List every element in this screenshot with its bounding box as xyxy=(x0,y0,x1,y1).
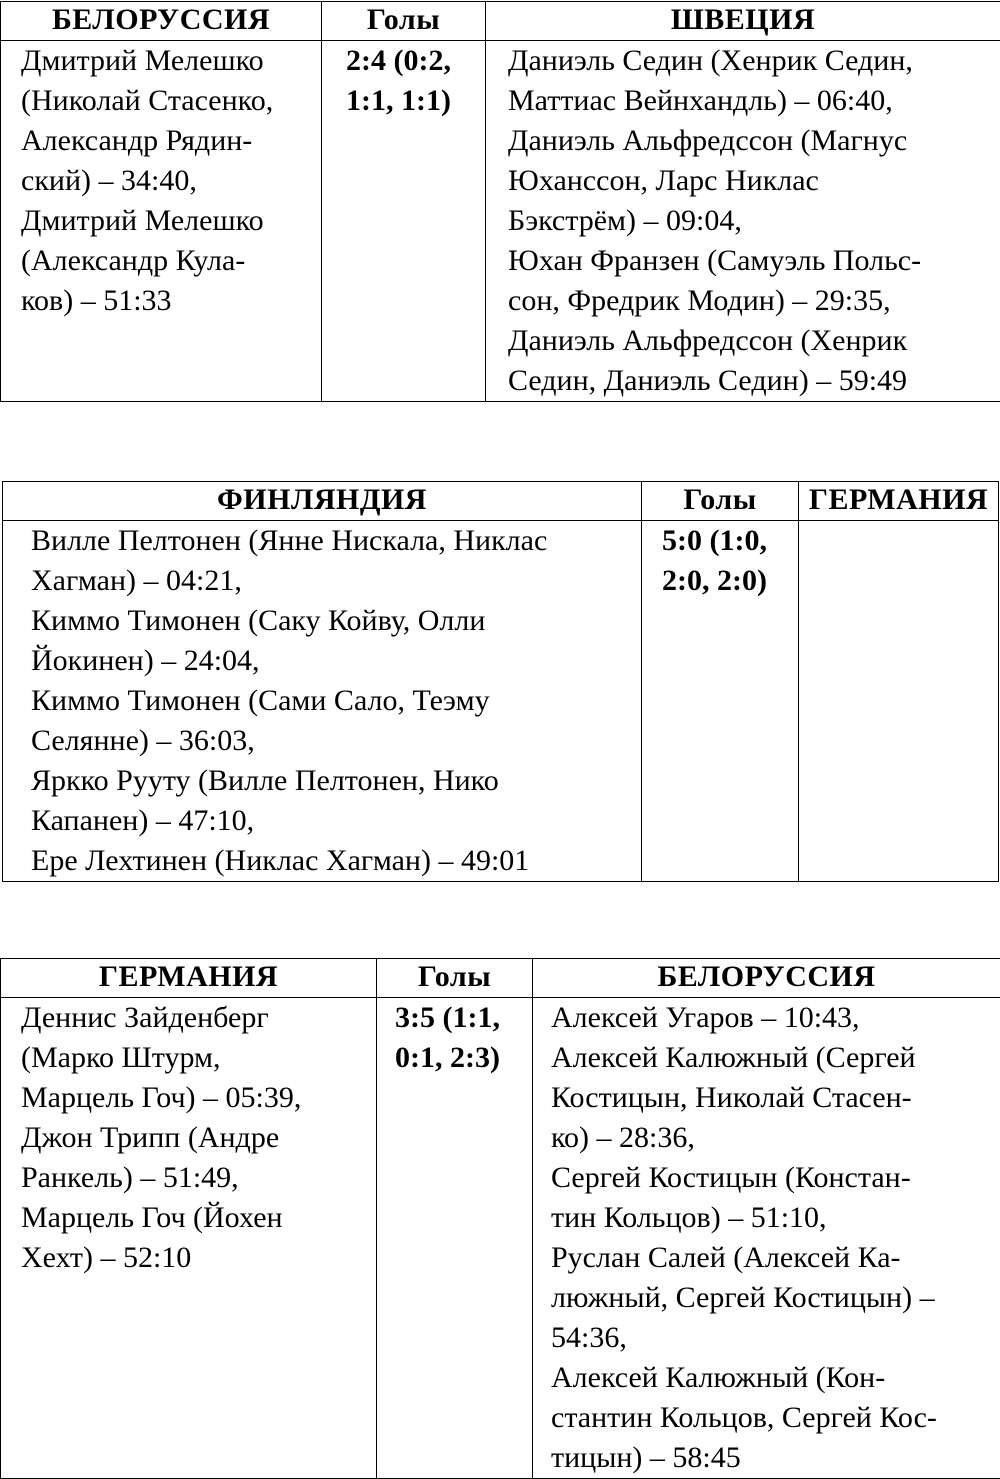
score-line: 3:5 (1:1, xyxy=(395,998,532,1038)
scorer-line: тин Кольцов) – 51:10, xyxy=(551,1198,1000,1238)
scorer-line: Киммо Тимонен (Саку Койву, Олли xyxy=(31,601,641,641)
away-team-header: ШВЕЦИЯ xyxy=(486,2,1000,41)
scorer-line: Хагман) – 04:21, xyxy=(31,561,641,601)
scorer-line: Даниэль Альфредссон (Магнус xyxy=(508,121,1000,161)
scorer-line: Руслан Салей (Алексей Ка- xyxy=(551,1238,1000,1278)
scorer-line: Сергей Костицын (Констан- xyxy=(551,1158,1000,1198)
scorer-line: (Николай Стасенко, xyxy=(21,81,321,121)
scorer-line: (Марко Штурм, xyxy=(21,1038,376,1078)
score-cell xyxy=(377,998,533,1479)
scorer-line: Даниэль Альфредссон (Хенрик xyxy=(508,321,1000,361)
away-scorers-cell xyxy=(533,998,1000,1479)
content-row xyxy=(3,521,999,882)
scorer-line: Ранкель) – 51:49, xyxy=(21,1158,376,1198)
scorer-line: (Александр Кула- xyxy=(21,241,321,281)
scorer-line: Хехт) – 52:10 xyxy=(21,1238,376,1278)
scorer-line: ков) – 51:33 xyxy=(21,281,321,321)
scorer-line: ский) – 34:40, xyxy=(21,161,321,201)
score-line: 0:1, 2:3) xyxy=(395,1038,532,1078)
scorer-line: люжный, Сергей Костицын) – xyxy=(551,1278,1000,1318)
scorer-line: Алексей Угаров – 10:43, xyxy=(551,998,1000,1038)
scorer-line: 54:36, xyxy=(551,1318,1000,1358)
scorer-line: Марцель Гоч) – 05:39, xyxy=(21,1078,376,1118)
match-table-germany-belarus xyxy=(0,958,1000,1479)
match-table-belarus-sweden xyxy=(0,1,1000,402)
scorer-line: Киммо Тимонен (Сами Сало, Теэму xyxy=(31,681,641,721)
scorer-line: Дмитрий Мелешко xyxy=(21,41,321,81)
away-scorers-cell xyxy=(486,41,1000,402)
score-line: 2:4 (0:2, xyxy=(346,41,485,81)
scorer-line: Дмитрий Мелешко xyxy=(21,201,321,241)
score-line: 2:0, 2:0) xyxy=(662,561,798,601)
goals-header: Голы xyxy=(377,959,533,998)
home-scorers-cell xyxy=(1,998,377,1479)
scorer-line: Деннис Зайденберг xyxy=(21,998,376,1038)
scorer-line: Александр Рядин- xyxy=(21,121,321,161)
scorer-line: Бэкстрём) – 09:04, xyxy=(508,201,1000,241)
away-team-header: БЕЛОРУССИЯ xyxy=(533,959,1000,998)
scorer-line: Йокинен) – 24:04, xyxy=(31,641,641,681)
scorer-line: Юханссон, Ларс Никлас xyxy=(508,161,1000,201)
scorer-line: стантин Кольцов, Сергей Кос- xyxy=(551,1398,1000,1438)
header-row xyxy=(1,959,1000,998)
score-line: 5:0 (1:0, xyxy=(662,521,798,561)
scorer-line: Ере Лехтинен (Никлас Хагман) – 49:01 xyxy=(31,841,641,881)
home-team-header: ФИНЛЯНДИЯ xyxy=(3,482,642,521)
scorer-line: Юхан Франзен (Самуэль Польс- xyxy=(508,241,1000,281)
score-cell xyxy=(322,41,486,402)
scorer-line: Алексей Калюжный (Кон- xyxy=(551,1358,1000,1398)
home-team-header: ГЕРМАНИЯ xyxy=(1,959,377,998)
header-row xyxy=(1,2,1000,41)
content-row xyxy=(1,998,1000,1479)
home-team-header: БЕЛОРУССИЯ xyxy=(1,2,322,41)
scorer-line: Маттиас Вейнхандль) – 06:40, xyxy=(508,81,1000,121)
score-line: 1:1, 1:1) xyxy=(346,81,485,121)
scorer-line: Алексей Калюжный (Сергей xyxy=(551,1038,1000,1078)
scorer-line: Седин, Даниэль Седин) – 59:49 xyxy=(508,361,1000,401)
scorer-line: Вилле Пелтонен (Янне Нискала, Никлас xyxy=(31,521,641,561)
home-scorers-cell xyxy=(3,521,642,882)
scorer-line: Даниэль Седин (Хенрик Седин, xyxy=(508,41,1000,81)
scorer-line: ко) – 28:36, xyxy=(551,1118,1000,1158)
scorer-line: сон, Фредрик Модин) – 29:35, xyxy=(508,281,1000,321)
scorer-line: Джон Трипп (Андре xyxy=(21,1118,376,1158)
goals-header: Голы xyxy=(322,2,486,41)
home-scorers-cell xyxy=(1,41,322,402)
header-row xyxy=(3,482,999,521)
scorer-line: тицын) – 58:45 xyxy=(551,1438,1000,1478)
score-cell xyxy=(642,521,799,882)
scorer-line: Костицын, Николай Стасен- xyxy=(551,1078,1000,1118)
goals-header: Голы xyxy=(642,482,799,521)
match-table-finland-germany xyxy=(2,481,999,882)
scorer-line: Капанен) – 47:10, xyxy=(31,801,641,841)
away-scorers-cell xyxy=(799,521,999,882)
scorer-line: Марцель Гоч (Йохен xyxy=(21,1198,376,1238)
content-row xyxy=(1,41,1000,402)
scorer-line: Яркко Рууту (Вилле Пелтонен, Нико xyxy=(31,761,641,801)
away-team-header: ГЕРМАНИЯ xyxy=(799,482,999,521)
scorer-line: Селянне) – 36:03, xyxy=(31,721,641,761)
